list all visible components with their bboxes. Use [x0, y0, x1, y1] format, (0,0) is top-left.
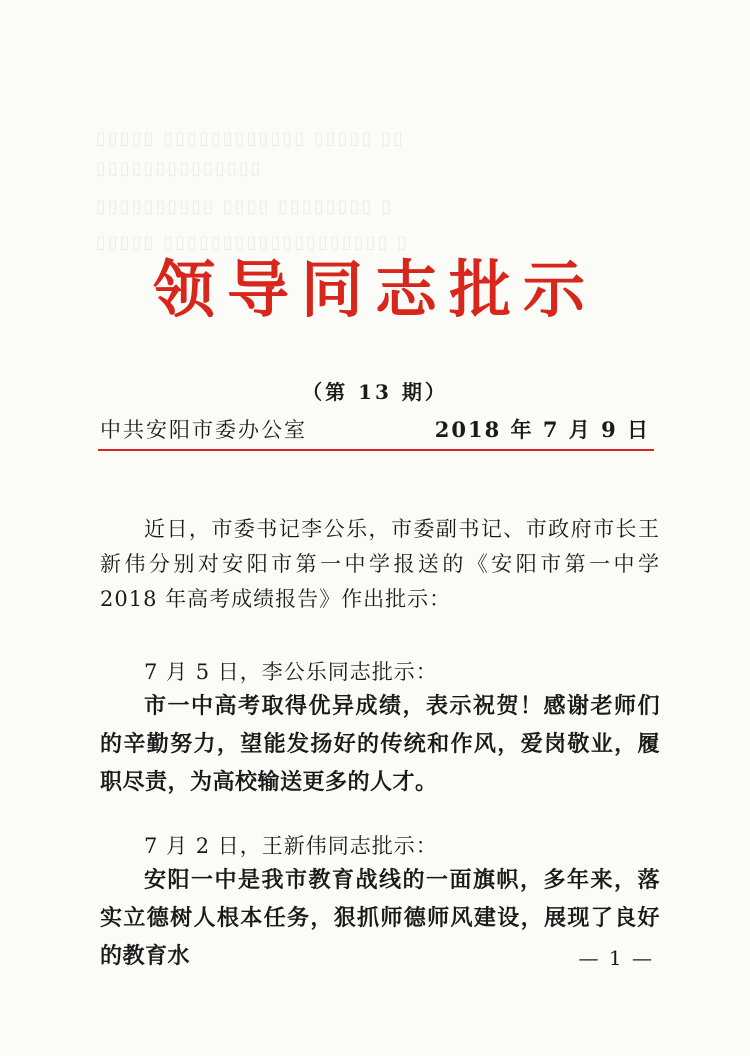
instruction-heading-1: 7 月 5 日，李公乐同志批示：	[144, 660, 438, 684]
bleed-through-text: ▯▯▯▯▯▯▯▯▯▯▯▯▯▯	[96, 158, 263, 179]
page-number: — 1 —	[578, 946, 654, 970]
instruction-text-2	[100, 862, 660, 976]
instruction-heading-2: 7 月 2 日，王新伟同志批示：	[144, 834, 438, 858]
document-title: 领导同志批示	[152, 253, 597, 326]
instruction-text-1-content: 市一中高考取得优异成绩，表示祝贺！感谢老师们的辛勤努力，望能发扬好的传统和作风，爱岗敬业，履职尽责，为高校输送更多的人才。	[100, 694, 660, 795]
red-header-divider	[98, 449, 654, 451]
bleed-through-text: ▯▯▯▯▯ ▯▯▯▯▯▯▯▯▯▯▯▯ ▯▯▯▯▯ ▯▯	[96, 128, 405, 149]
issue-number: （第 13 期）	[302, 380, 448, 404]
instruction-text-2-content: 安阳一中是我市教育战线的一面旗帜，多年来，落实立德树人根本任务，狠抓师德师风建设，展现了良好的教育水	[100, 868, 660, 969]
instruction-text-1	[100, 688, 660, 802]
intro-text: 近日，市委书记李公乐，市委副书记、市政府市长王新伟分别对安阳市第一中学报送的《安阳市第一中学 2018 年高考成绩报告》作出批示：	[100, 517, 660, 611]
bleed-through-text: ▯▯▯▯▯ ▯▯▯▯▯▯▯▯▯▯▯▯▯▯▯▯▯▯▯ ▯	[96, 232, 410, 253]
bleed-through-text: ▯▯▯▯▯▯▯▯▯▯ ▯▯▯▯ ▯▯▯▯▯▯▯▯ ▯	[96, 196, 393, 217]
intro-paragraph	[100, 512, 660, 617]
issuing-office: 中共安阳市委办公室	[100, 418, 307, 442]
issue-date: 2018 年 7 月 9 日	[434, 417, 650, 442]
